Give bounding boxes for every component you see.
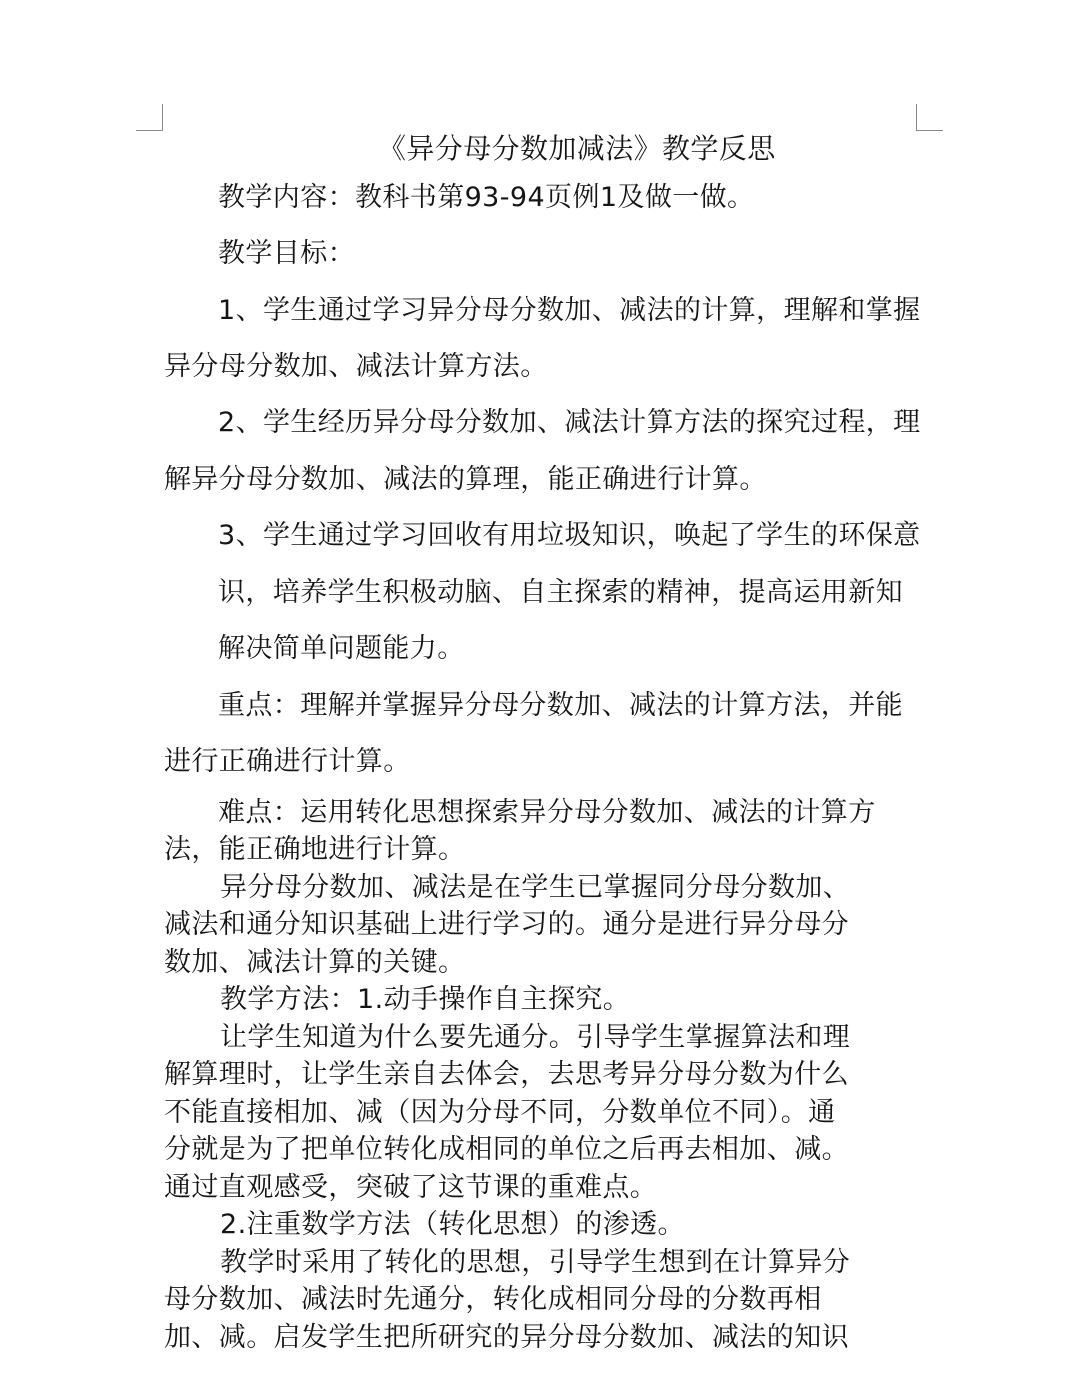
text-line: 异分母分数加、减法是在学生已掌握同分母分数加、: [220, 872, 851, 903]
text-line: 异分母分数加、减法计算方法。: [164, 351, 548, 382]
text-line: 教学目标：: [218, 238, 355, 269]
text-line: 重点：理解并掌握异分母分数加、减法的计算方法，并能: [218, 690, 903, 721]
text-line: 2.注重数学方法（转化思想）的渗透。: [220, 1209, 685, 1240]
text-line: 解算理时，让学生亲自去体会，去思考异分母分数为什么: [164, 1059, 849, 1090]
text-line: 教学时采用了转化的思想，引导学生想到在计算异分: [220, 1247, 851, 1278]
top-left-margin-mark: [136, 104, 163, 131]
text-line: 解决简单问题能力。: [218, 633, 465, 664]
top-right-margin-mark: [916, 104, 943, 131]
text-line: 难点：运用转化思想探索异分母分数加、减法的计算方: [218, 797, 876, 828]
text-line: 数加、减法计算的关键。: [164, 947, 466, 978]
text-line: 教学内容：教科书第93-94页例1及做一做。: [218, 182, 755, 213]
text-line: 法，能正确地进行计算。: [164, 834, 466, 865]
text-line: 分就是为了把单位转化成相同的单位之后再去相加、减。: [164, 1134, 849, 1165]
text-line: 母分数加、减法时先通分，转化成相同分母的分数再相: [164, 1284, 822, 1315]
text-line: 1、学生通过学习异分母分数加、减法的计算，理解和掌握: [218, 295, 921, 326]
text-line: 减法和通分知识基础上进行学习的。通分是进行异分母分: [164, 909, 849, 940]
text-line: 2、学生经历异分母分数加、减法计算方法的探究过程，理: [218, 407, 921, 438]
text-line: 进行正确进行计算。: [164, 746, 411, 777]
text-line: 教学方法：1.动手操作自主探究。: [220, 984, 631, 1015]
text-line: 不能直接相加、减（因为分母不同，分数单位不同）。通: [164, 1097, 836, 1128]
document-title: 《异分母分数加减法》教学反思: [378, 132, 776, 165]
text-line: 解异分母分数加、减法的算理，能正确进行计算。: [164, 464, 767, 495]
text-line: 3、学生通过学习回收有用垃圾知识，唤起了学生的环保意: [218, 520, 921, 551]
text-line: 加、减。启发学生把所研究的异分母分数加、减法的知识: [164, 1322, 849, 1353]
text-line: 通过直观感受，突破了这节课的重难点。: [164, 1172, 658, 1203]
text-line: 识，培养学生积极动脑、自主探索的精神，提高运用新知: [218, 577, 903, 608]
text-line: 让学生知道为什么要先通分。引导学生掌握算法和理: [220, 1022, 851, 1053]
